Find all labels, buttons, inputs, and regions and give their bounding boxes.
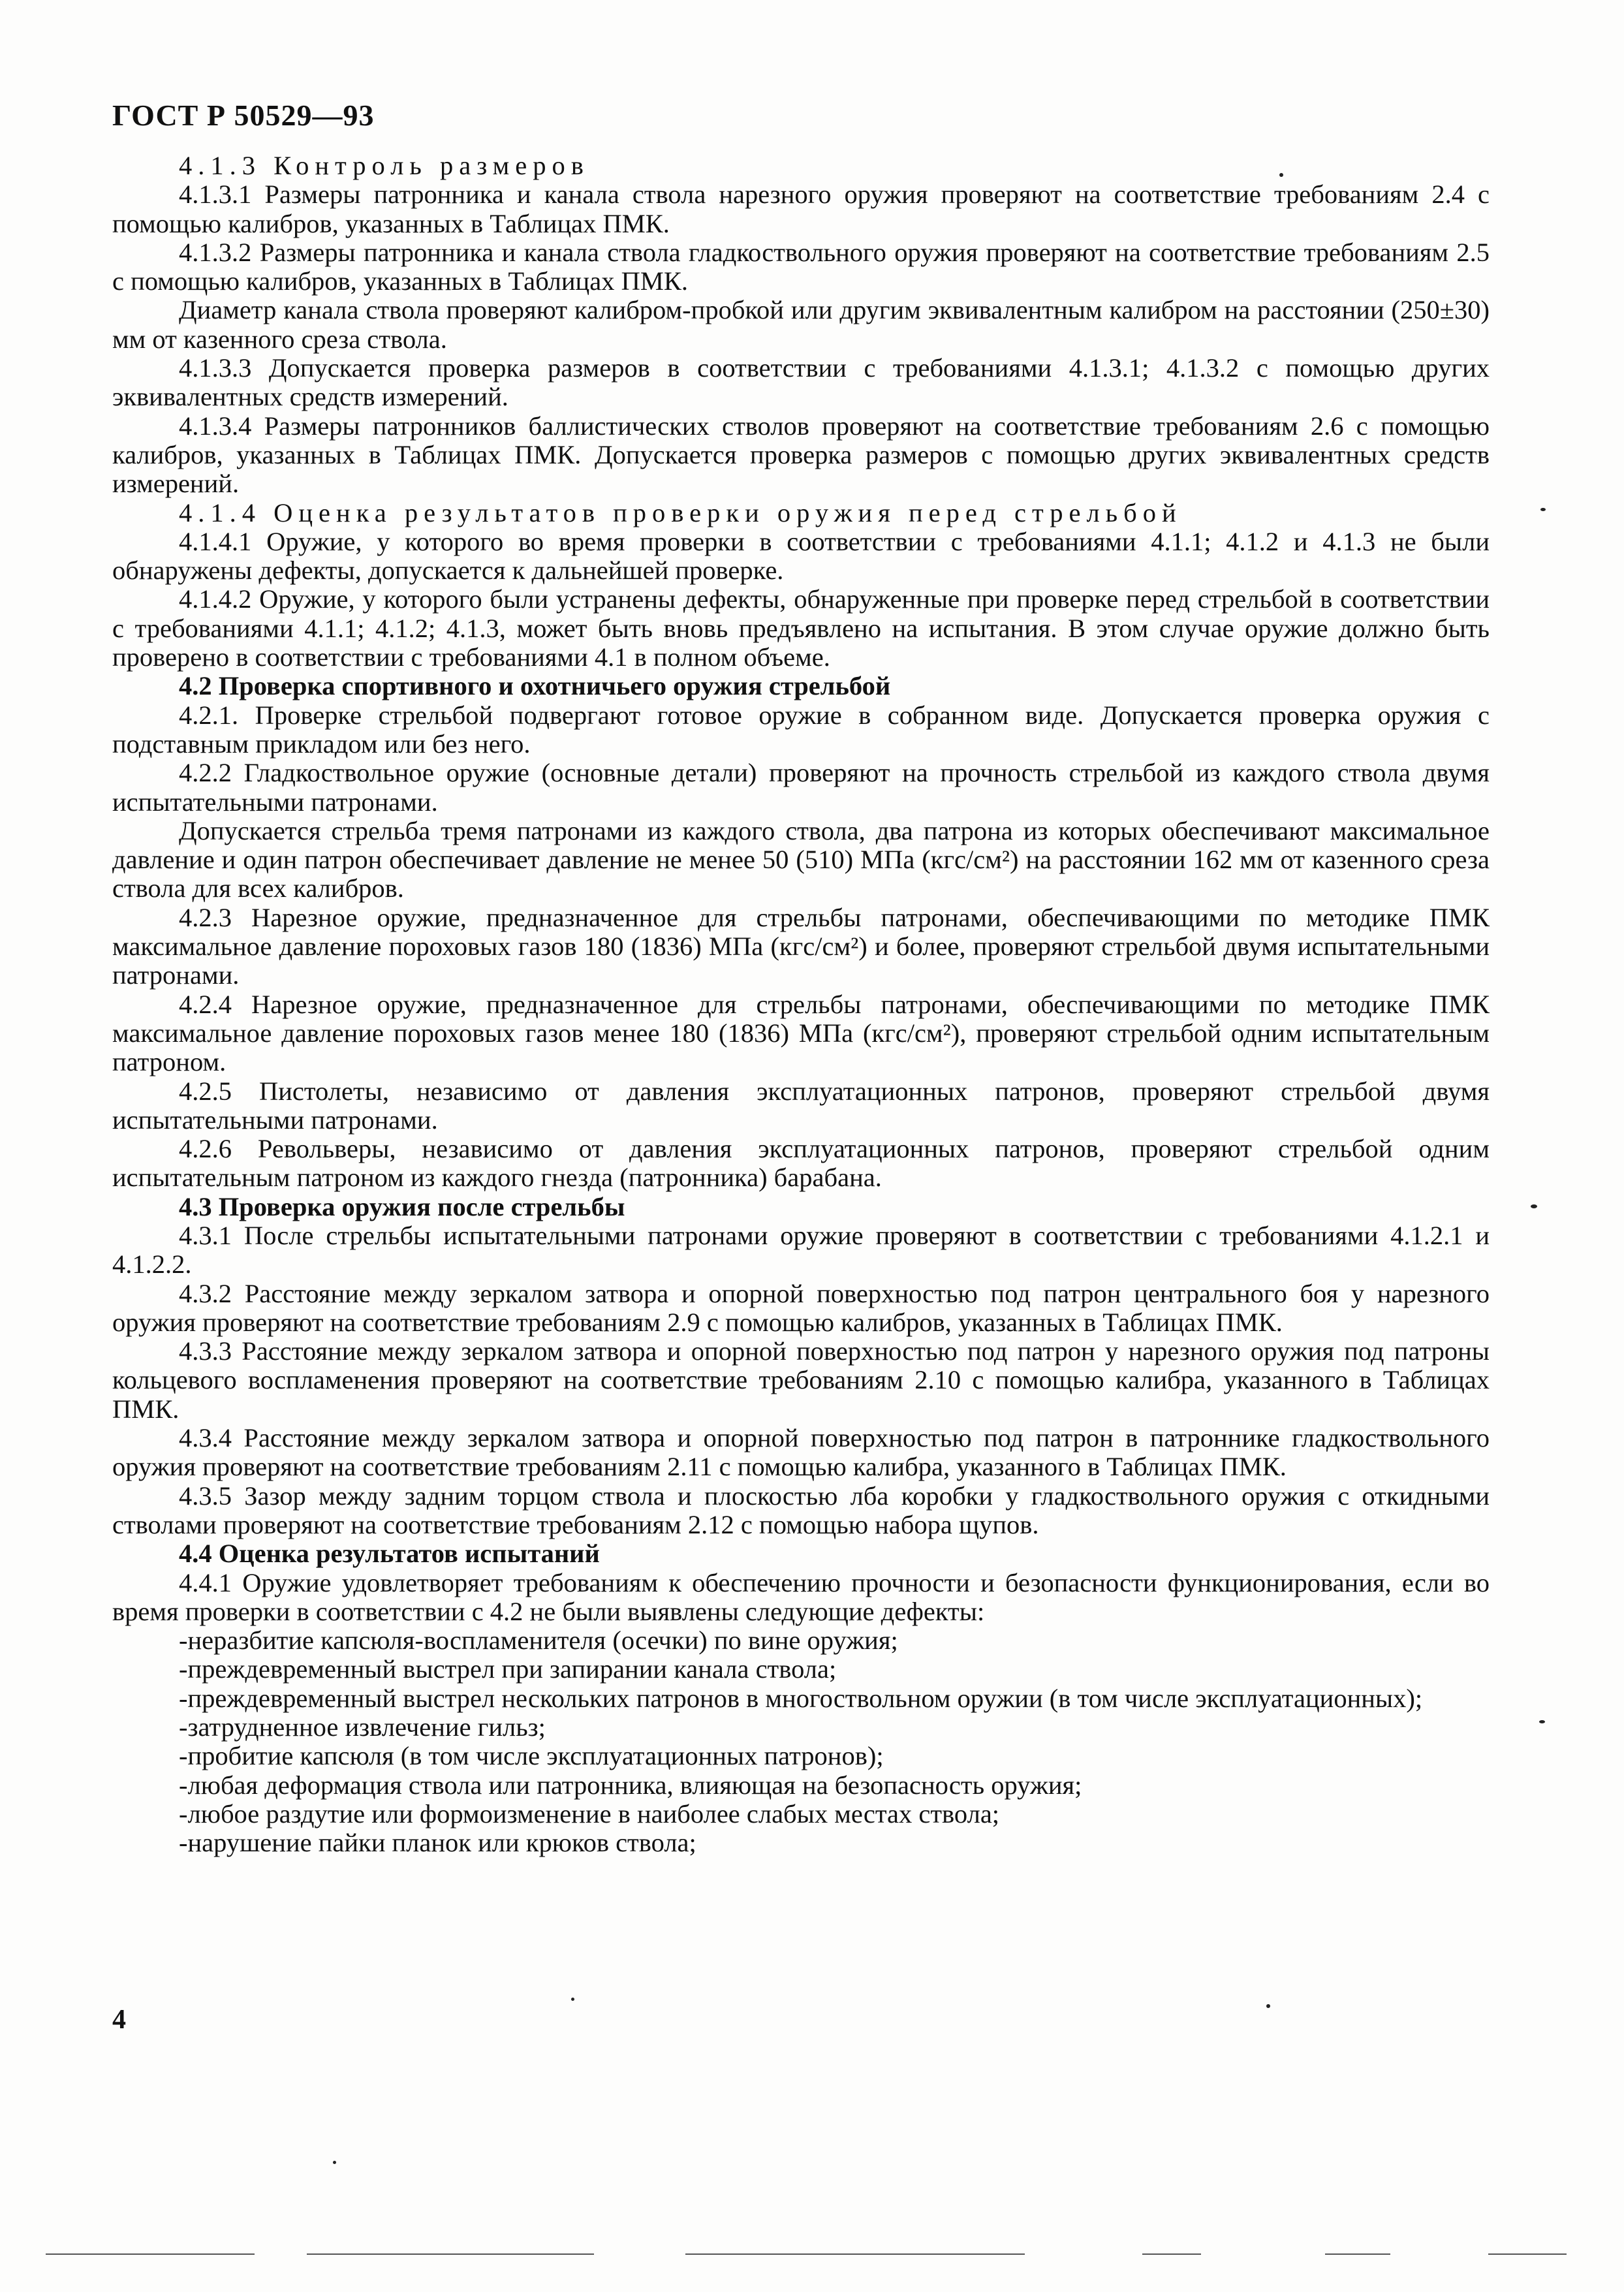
document-header: ГОСТ Р 50529—93: [112, 99, 375, 132]
scan-speck: [571, 1998, 574, 2001]
paragraph: 4.3.2 Расстояние между зеркалом затвора и опорной поверхностью под патрон центрального боя у нарезного оружия проверяют на соответствие требованиям 2.9 с помощью калибров, указанных в Таблицах ПМК.: [112, 1278, 1490, 1337]
paragraph: 4.1.3 Контроль размеров: [179, 151, 589, 180]
scan-speck: [1266, 2004, 1270, 2008]
scan-edge-line: [685, 2253, 1025, 2255]
paragraph: -затрудненное извлечение гильз;: [179, 1712, 546, 1742]
scan-edge-line: [1325, 2253, 1390, 2255]
scan-edge-line: [1142, 2253, 1201, 2255]
paragraph: 4.1.4 Оценка результатов проверки оружия перед стрельбой: [179, 497, 1182, 527]
scan-speck: [333, 2161, 336, 2164]
paragraph: 4.4.1 Оружие удовлетворяет требованиям к обеспечению прочности и безопасности функционирования, если во время проверки в соответствии с 4.2 не были выявлены следующие дефекты:: [112, 1567, 1490, 1626]
paragraph: 4.2.4 Нарезное оружие, предназначенное для стрельбы патронами, обеспечивающими по методике ПМК максимальное давление пороховых газов менее 180 (1836) МПа (кгс/см²), проверяют стрельбой одним испытательным патроном.: [112, 989, 1490, 1077]
scan-speck: [1279, 173, 1283, 177]
paragraph: 4.4 Оценка результатов испытаний: [179, 1539, 600, 1569]
paragraph: 4.3.3 Расстояние между зеркалом затвора и опорной поверхностью под патрон у нарезного оружия под патроны кольцевого воспламенения проверяют на соответствие требованиям 2.10 с помощью калибра, указанного в Таблицах ПМК.: [112, 1336, 1490, 1424]
paragraph: Допускается стрельба тремя патронами из каждого ствола, два патрона из которых обеспечивают максимальное давление и один патрон обеспечивает давление не менее 50 (510) МПа (кгс/см²) на расстоянии 162 мм от казенного среза ствола для всех калибров.: [112, 815, 1490, 903]
paragraph: -любое раздутие или формоизменение в наиболее слабых местах ствола;: [179, 1798, 1000, 1829]
paragraph: -нарушение пайки планок или крюков ствола;: [179, 1828, 696, 1858]
paragraph: -преждевременный выстрел при запирании канала ствола;: [179, 1654, 837, 1684]
paragraph: 4.2.2 Гладкоствольное оружие (основные детали) проверяют на прочность стрельбой из каждого ствола двумя испытательными патронами.: [112, 758, 1490, 817]
paragraph: 4.3.4 Расстояние между зеркалом затвора и опорной поверхностью под патрон в патроннике гладкоствольного оружия проверяют на соответствие требованиям 2.11 с помощью калибра, указанного в Таблицах ПМК.: [112, 1423, 1490, 1482]
scan-speck: [1539, 1720, 1545, 1723]
scan-edge-line: [307, 2253, 594, 2255]
scan-edge-line: [46, 2253, 255, 2255]
paragraph: -любая деформация ствола или патронника, влияющая на безопасность оружия;: [179, 1770, 1082, 1800]
paragraph: 4.2.5 Пистолеты, независимо от давления эксплуатационных патронов, проверяют стрельбой двумя испытательными патронами.: [112, 1076, 1490, 1135]
paragraph: 4.1.3.2 Размеры патронника и канала ствола гладкоствольного оружия проверяют на соответствие требованиям 2.5 с помощью калибров, указанных в Таблицах ПМК.: [112, 237, 1490, 296]
scan-speck: [1540, 508, 1546, 511]
paragraph: 4.3.1 После стрельбы испытательными патронами оружие проверяют в соответствии с требованиями 4.1.2.1 и 4.1.2.2.: [112, 1220, 1490, 1279]
page-number: 4: [112, 2005, 126, 2035]
paragraph: 4.2.3 Нарезное оружие, предназначенное для стрельбы патронами, обеспечивающими по методике ПМК максимальное давление пороховых газов 180 (1836) МПа (кгс/см²) и более, проверяют стрельбой двумя испытательными патронами.: [112, 902, 1490, 990]
scan-speck: [1531, 1204, 1537, 1208]
paragraph: 4.3.5 Зазор между задним торцом ствола и плоскостью лба коробки у гладкоствольного оружия с откидными стволами проверяют на соответствие требованиям 2.12 с помощью набора щупов.: [112, 1481, 1490, 1539]
paragraph: 4.1.4.2 Оружие, у которого были устранены дефекты, обнаруженные при проверке перед стрельбой в соответствии с требованиями 4.1.1; 4.1.2; 4.1.3, может быть вновь предъявлено на испытания. В этом случае оружие должно быть проверено в соответствии с требованиями 4.1 в полном объеме.: [112, 584, 1490, 672]
paragraph: 4.1.3.4 Размеры патронников баллистических стволов проверяют на соответствие требованиям 2.6 с помощью калибров, указанных в Таблицах ПМК. Допускается проверка размеров с помощью других эквивалентных средств измерений.: [112, 411, 1490, 499]
paragraph: -пробитие капсюля (в том числе эксплуатационных патронов);: [179, 1741, 884, 1771]
paragraph: 4.1.4.1 Оружие, у которого во время проверки в соответствии с требованиями 4.1.1; 4.1.2 и 4.1.3 не были обнаружены дефекты, допускается к дальнейшей проверке.: [112, 526, 1490, 586]
paragraph: 4.1.3.1 Размеры патронника и канала ствола нарезного оружия проверяют на соответствие требованиям 2.4 с помощью калибров, указанных в Таблицах ПМК.: [112, 180, 1490, 238]
paragraph: 4.1.3.3 Допускается проверка размеров в соответствии с требованиями 4.1.3.1; 4.1.3.2 с помощью других эквивалентных средств измерений.: [112, 353, 1490, 412]
document-body: [112, 151, 1490, 1858]
paragraph: -неразбитие капсюля-воспламенителя (осечки) по вине оружия;: [179, 1625, 898, 1656]
paragraph: 4.3 Проверка оружия после стрельбы: [179, 1191, 625, 1221]
paragraph: 4.2 Проверка спортивного и охотничьего оружия стрельбой: [179, 671, 891, 701]
paragraph: 4.2.1. Проверке стрельбой подвергают готовое оружие в собранном виде. Допускается проверка оружия с подставным прикладом или без него.: [112, 700, 1490, 759]
paragraph: Диаметр канала ствола проверяют калибром-пробкой или другим эквивалентным калибром на расстоянии (250±30) мм от казенного среза ствола.: [112, 295, 1490, 354]
paragraph: 4.2.6 Револьверы, независимо от давления эксплуатационных патронов, проверяют стрельбой одним испытательным патроном из каждого гнезда (патронника) барабана.: [112, 1134, 1490, 1193]
paragraph: -преждевременный выстрел нескольких патронов в многоствольном оружии (в том числе эксплуатационных);: [179, 1683, 1423, 1713]
scan-edge-line: [1488, 2253, 1567, 2255]
